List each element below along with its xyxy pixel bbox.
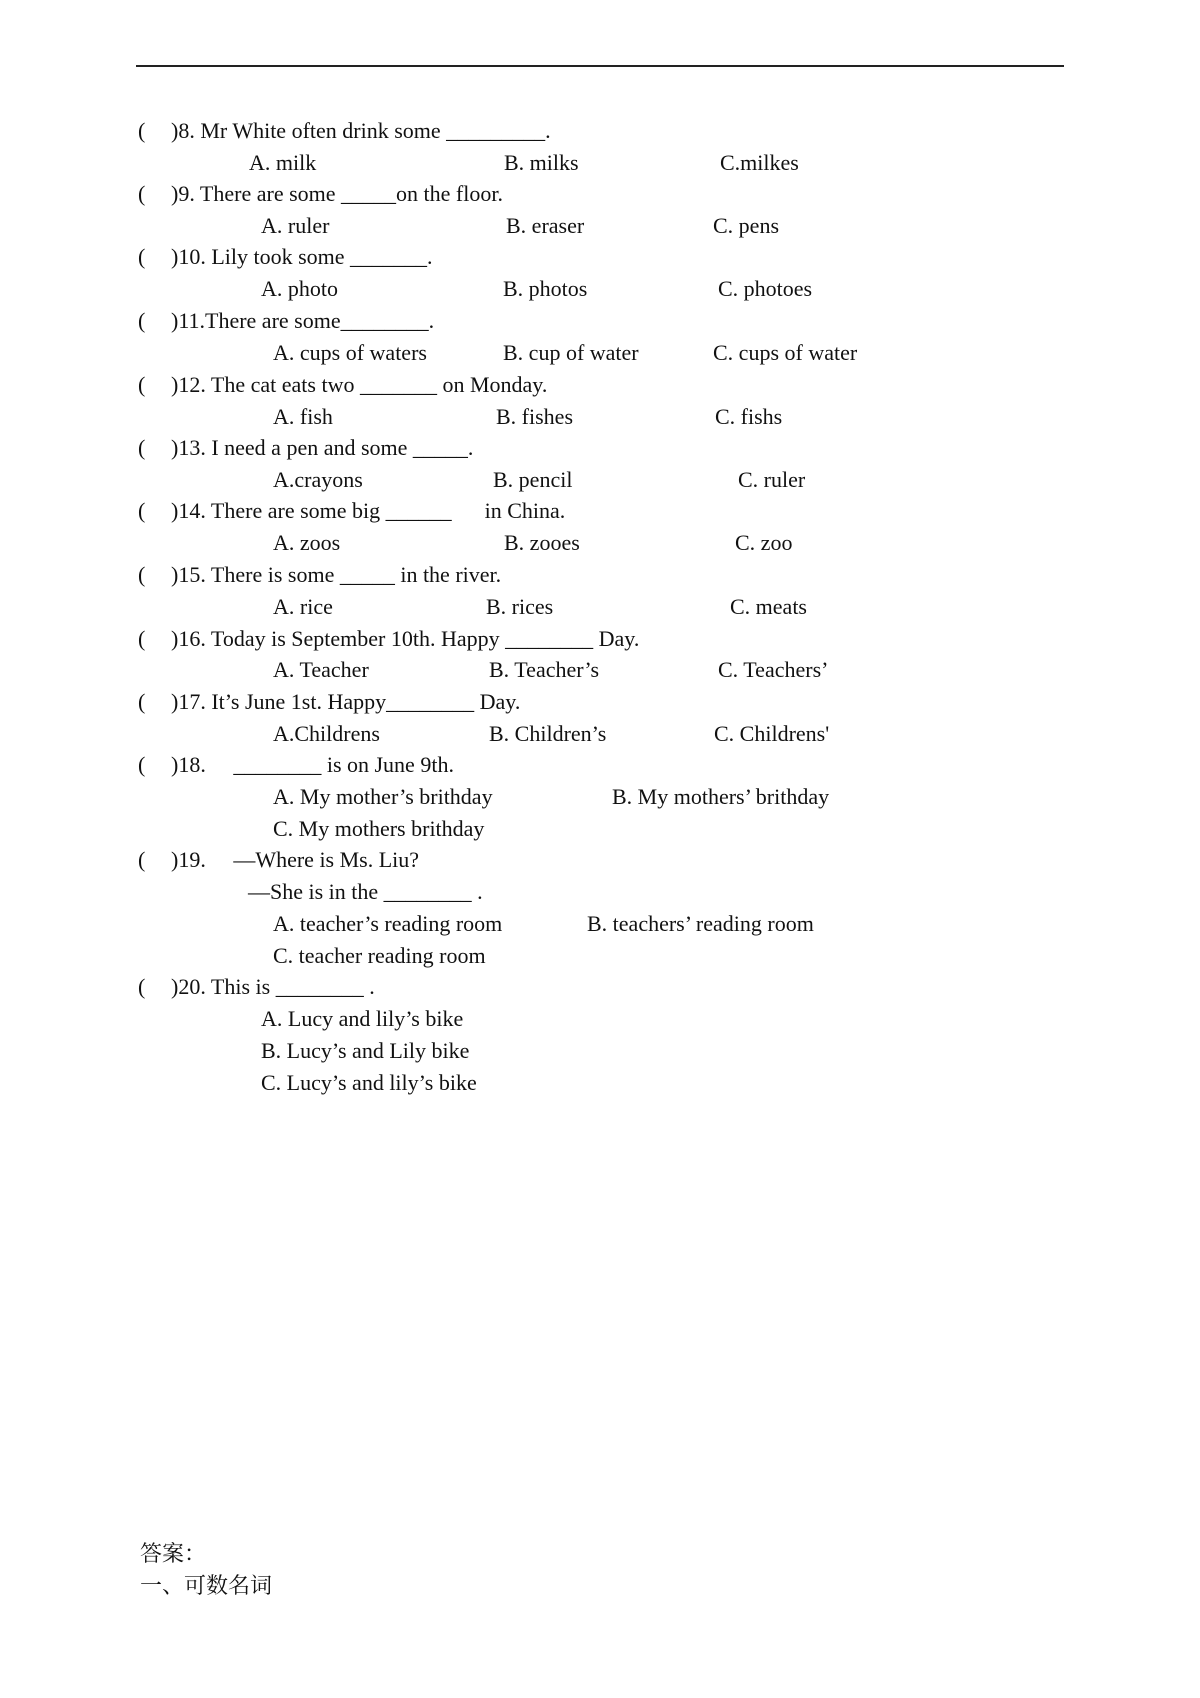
question-17-paren: (: [138, 689, 146, 714]
question-14-stem: )14. There are some big ______ in China.: [171, 498, 566, 523]
question-11-option-b: B. cup of water: [503, 340, 639, 365]
question-8-option-c: C.milkes: [720, 150, 799, 175]
question-18-option-c: C. My mothers brithday: [273, 816, 485, 841]
question-11-option-a: A. cups of waters: [273, 340, 427, 365]
question-19-option-a: A. teacher’s reading room: [273, 911, 503, 936]
question-20-option-a: A. Lucy and lily’s bike: [261, 1006, 464, 1031]
question-15-stem: )15. There is some _____ in the river.: [171, 562, 502, 587]
question-19-paren: (: [138, 847, 146, 872]
question-8-stem: )8. Mr White often drink some _________.: [171, 118, 551, 143]
question-9-option-c: C. pens: [713, 213, 779, 238]
answers-section-countable-nouns: 一、可数名词: [140, 1574, 273, 1599]
question-16-option-a: A. Teacher: [273, 657, 369, 682]
question-15-paren: (: [138, 562, 146, 587]
question-18-paren: (: [138, 752, 146, 777]
question-15-option-a: A. rice: [273, 594, 333, 619]
question-14-option-a: A. zoos: [273, 530, 341, 555]
question-9-option-b: B. eraser: [506, 213, 585, 238]
question-17-stem: )17. It’s June 1st. Happy________ Day.: [171, 689, 521, 714]
answers-heading: 答案：: [140, 1542, 207, 1567]
question-18-option-b: B. My mothers’ brithday: [612, 784, 830, 809]
question-13-stem: )13. I need a pen and some _____.: [171, 435, 474, 460]
question-18-option-a: A. My mother’s brithday: [273, 784, 493, 809]
question-13-paren: (: [138, 435, 146, 460]
question-9-stem: )9. There are some _____on the floor.: [171, 181, 503, 206]
question-10-option-b: B. photos: [503, 276, 588, 301]
question-12-paren: (: [138, 372, 146, 397]
question-17-option-a: A.Childrens: [273, 721, 380, 746]
question-8-option-a: A. milk: [249, 150, 317, 175]
question-16-stem: )16. Today is September 10th. Happy ________ Day.: [171, 626, 640, 651]
question-14-option-c: C. zoo: [735, 530, 793, 555]
question-15-option-c: C. meats: [730, 594, 807, 619]
question-12-option-a: A. fish: [273, 404, 333, 429]
question-16-option-b: B. Teacher’s: [489, 657, 600, 682]
question-18-stem: )18. ________ is on June 9th.: [171, 752, 454, 777]
question-16-paren: (: [138, 626, 146, 651]
question-8-option-b: B. milks: [504, 150, 579, 175]
question-20-stem: )20. This is ________ .: [171, 974, 375, 999]
question-16-option-c: C. Teachers’: [718, 657, 829, 682]
question-20-option-b: B. Lucy’s and Lily bike: [261, 1038, 470, 1063]
question-12-option-b: B. fishes: [496, 404, 573, 429]
question-10-option-c: C. photoes: [718, 276, 813, 301]
question-8-paren: (: [138, 118, 146, 143]
question-19-option-c: C. teacher reading room: [273, 943, 486, 968]
question-14-option-b: B. zooes: [504, 530, 580, 555]
question-20-option-c: C. Lucy’s and lily’s bike: [261, 1070, 477, 1095]
question-15-option-b: B. rices: [486, 594, 554, 619]
question-11-option-c: C. cups of water: [713, 340, 858, 365]
question-19-stem-reply: —She is in the ________ .: [248, 879, 483, 904]
question-12-stem: )12. The cat eats two _______ on Monday.: [171, 372, 548, 397]
question-20-paren: (: [138, 974, 146, 999]
question-19-stem: )19. —Where is Ms. Liu?: [171, 847, 420, 872]
question-10-paren: (: [138, 244, 146, 269]
question-12-option-c: C. fishs: [715, 404, 783, 429]
question-10-option-a: A. photo: [261, 276, 338, 301]
question-13-option-b: B. pencil: [493, 467, 573, 492]
question-9-option-a: A. ruler: [261, 213, 330, 238]
header-rule: [136, 65, 1064, 67]
question-17-option-b: B. Children’s: [489, 721, 607, 746]
question-19-option-b: B. teachers’ reading room: [587, 911, 814, 936]
question-17-option-c: C. Childrens': [714, 721, 830, 746]
question-10-stem: )10. Lily took some _______.: [171, 244, 433, 269]
question-13-option-a: A.crayons: [273, 467, 363, 492]
question-11-paren: (: [138, 308, 146, 333]
question-9-paren: (: [138, 181, 146, 206]
question-13-option-c: C. ruler: [738, 467, 806, 492]
question-14-paren: (: [138, 498, 146, 523]
question-11-stem: )11.There are some________.: [171, 308, 435, 333]
